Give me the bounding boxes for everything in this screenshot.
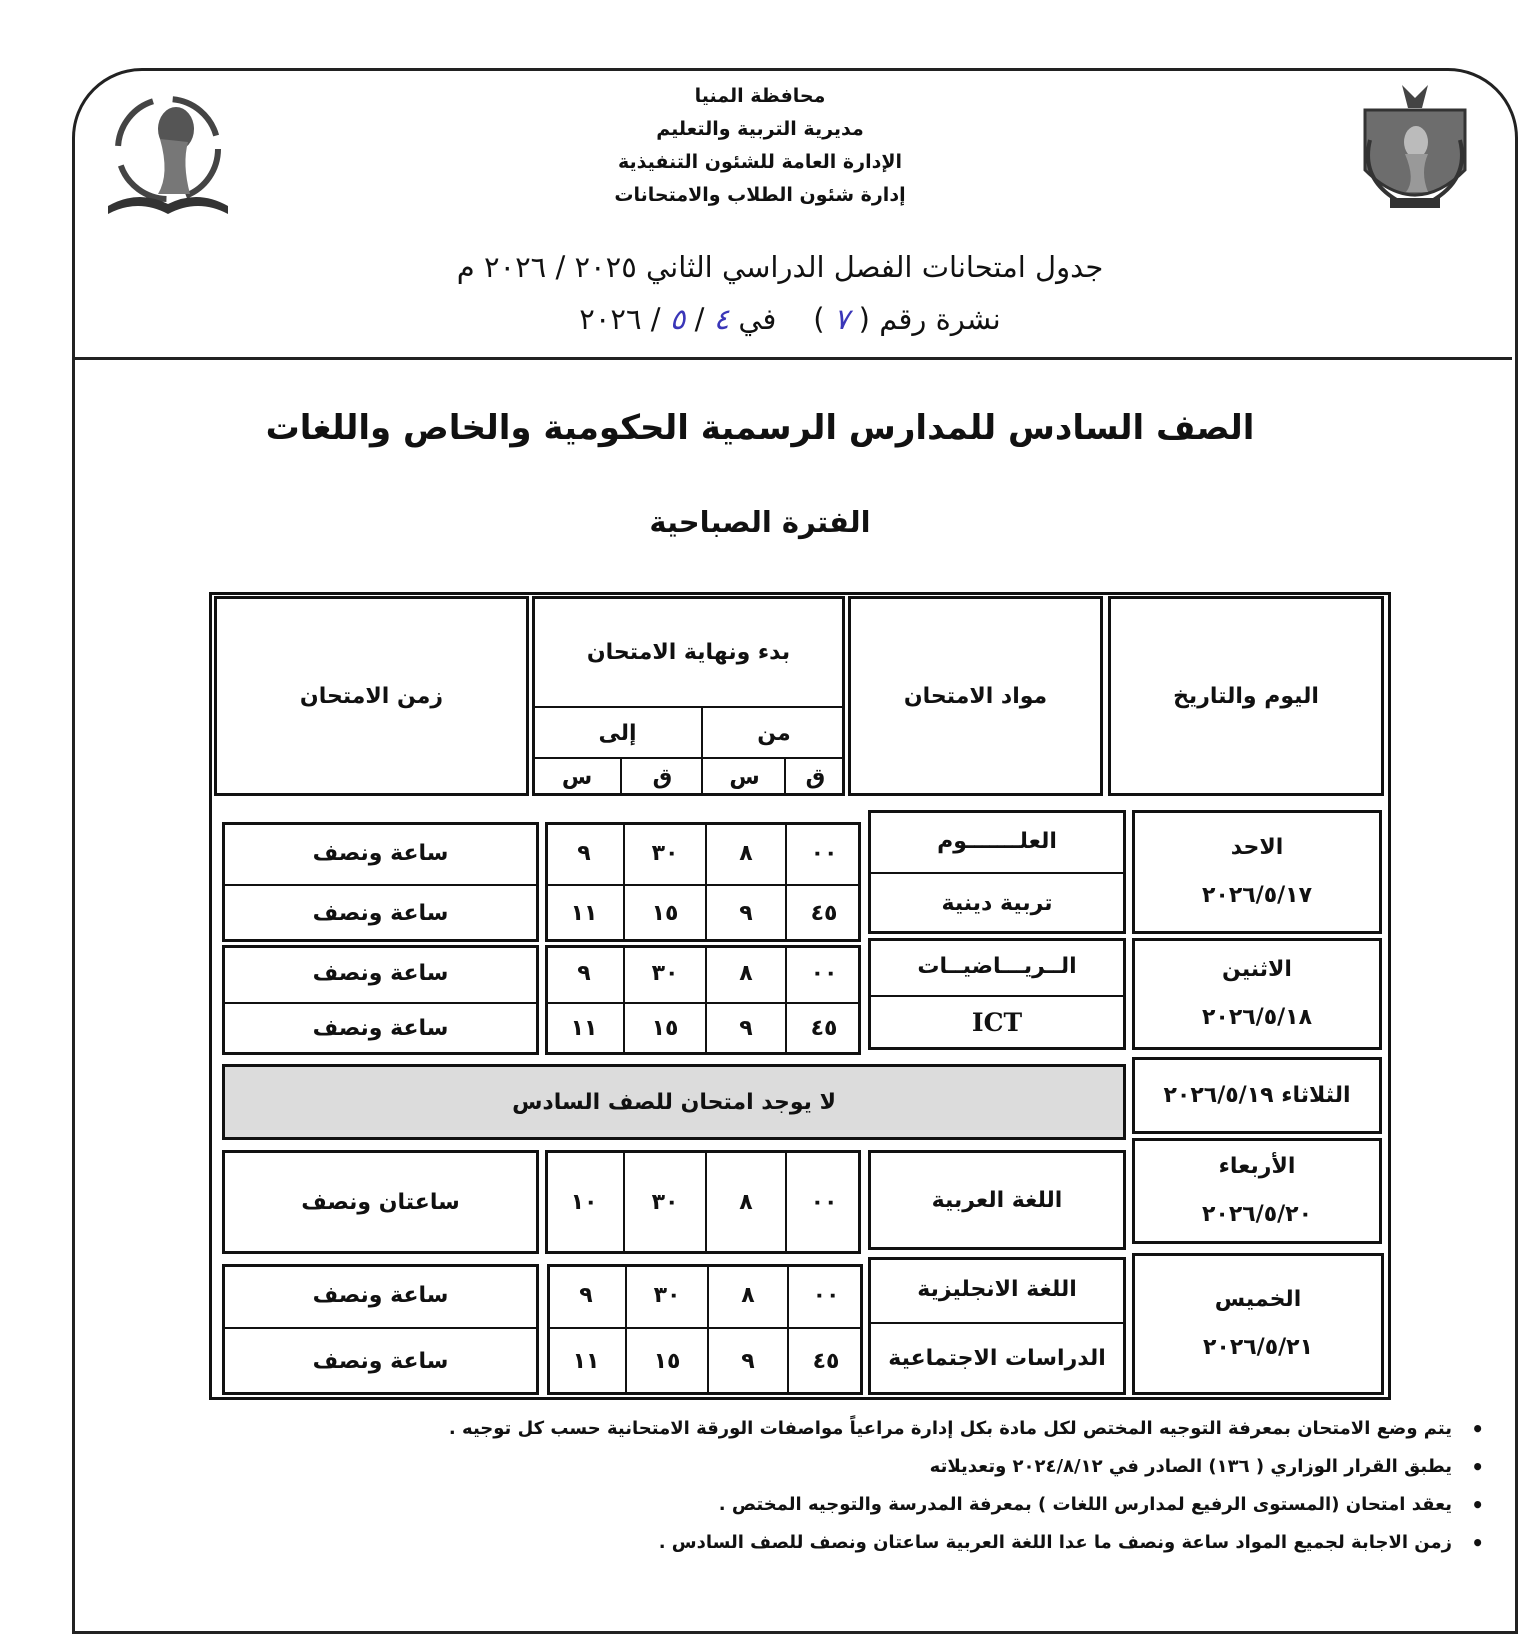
day-cell	[1132, 1138, 1382, 1244]
subject-cell: العلـــــــوم	[937, 828, 1057, 854]
from-hour: ٩	[739, 900, 753, 926]
date-year: ٢٠٢٦	[579, 302, 642, 336]
header-start-end: بدء ونهاية الامتحان	[586, 639, 791, 665]
org-line: مديرية التربية والتعليم	[656, 118, 864, 140]
to-minute: ٣٠	[651, 840, 679, 866]
to-minute: ٣٠	[653, 1283, 681, 1308]
from-hour: ٩	[739, 1016, 753, 1041]
to-minute: ٣٠	[651, 1189, 679, 1215]
note-item: • يتم وضع الامتحان بمعرفة التوجيه المختص لكل مادة بكل إدارة مراعياً مواصفات الورقة الامتحانية حسب كل توجيه .	[170, 1415, 1490, 1443]
bulletin-line: نشرة رقم ( ٧ ) في ٤ / ٥ / ٢٠٢٦	[579, 302, 1001, 336]
note-item: • يعقد امتحان (المستوى الرفيع لمدارس اللغات ) بمعرفة المدرسة والتوجيه المختص .	[170, 1491, 1490, 1519]
org-line: الإدارة العامة للشئون التنفيذية	[617, 151, 903, 173]
from-hour: ٨	[741, 1283, 755, 1308]
subject-cell: اللغة العربية	[931, 1187, 1063, 1213]
to-minute: ١٥	[651, 900, 679, 926]
day-name: الاحد	[1230, 835, 1284, 860]
duration-cell: ساعة ونصف	[312, 840, 449, 866]
from-minute: ٤٥	[812, 1348, 840, 1374]
duration-cell: ساعة ونصف	[312, 900, 449, 926]
note-item: • زمن الاجابة لجميع المواد ساعة ونصف ما عدا اللغة العربية ساعتان ونصف للصف السادس .	[170, 1529, 1490, 1557]
minya-governorate-emblem	[1350, 80, 1480, 220]
day-cell: الثلاثاء ٢٠٢٦/٥/١٩	[1163, 1083, 1351, 1108]
to-hour: ١١	[572, 1348, 600, 1374]
day-date: ٢٠٢٦/٥/١٧	[1201, 883, 1313, 908]
subject-cell: الدراسات الاجتماعية	[888, 1346, 1106, 1371]
bulletin-number: ٧	[833, 302, 850, 336]
organization-header	[560, 80, 960, 212]
to-hour: ١١	[570, 1016, 598, 1041]
day-date: ٢٠٢٦/٥/٢١	[1202, 1335, 1314, 1360]
header-from-minute: ق	[805, 765, 826, 790]
day-name: الخميس	[1214, 1287, 1302, 1312]
header-to-minute: ق	[652, 765, 673, 790]
day-name: الأربعاء	[1218, 1154, 1296, 1179]
date-month: ٥	[669, 302, 686, 336]
to-hour: ١٠	[570, 1189, 598, 1215]
from-minute: ٠٠	[812, 1283, 840, 1308]
subject-cell: تربية دينية	[941, 890, 1053, 916]
header-to: إلى	[598, 721, 637, 746]
duration-cell: ساعتان ونصف	[301, 1189, 460, 1215]
from-minute: ٤٥	[810, 900, 838, 926]
from-hour: ٩	[741, 1348, 755, 1374]
to-hour: ٩	[577, 961, 591, 986]
day-name: الاثنين	[1222, 957, 1292, 982]
from-minute: ٠٠	[810, 840, 838, 866]
to-minute: ٣٠	[651, 961, 679, 986]
header-day-date: اليوم والتاريخ	[1173, 683, 1319, 709]
no-exam-note: لا يوجد امتحان للصف السادس	[512, 1089, 836, 1115]
day-date: ٢٠٢٦/٥/١٨	[1201, 1005, 1313, 1030]
header-subjects: مواد الامتحان	[903, 683, 1048, 709]
header-to-hour: س	[561, 765, 593, 790]
header-divider	[74, 357, 1512, 360]
org-line: محافظة المنيا	[694, 85, 826, 107]
duration-cell: ساعة ونصف	[312, 1283, 449, 1308]
nefertiti-book-logo	[98, 94, 238, 224]
duration-cell: ساعة ونصف	[312, 961, 449, 986]
to-minute: ١٥	[651, 1016, 679, 1041]
from-hour: ٨	[739, 961, 753, 986]
day-cell	[1132, 810, 1382, 934]
duration-cell: ساعة ونصف	[312, 1348, 449, 1374]
from-minute: ٠٠	[810, 961, 838, 986]
to-minute: ١٥	[653, 1348, 681, 1374]
day-cell	[1132, 1253, 1384, 1395]
to-hour: ٩	[579, 1283, 593, 1308]
from-hour: ٨	[739, 840, 753, 866]
to-hour: ٩	[577, 840, 591, 866]
note-item: • يطبق القرار الوزاري ( ١٣٦) الصادر في ٢٠٢٤/٨/١٢ وتعديلاته	[170, 1453, 1490, 1481]
date-day: ٤	[713, 302, 730, 336]
day-cell	[1132, 938, 1382, 1050]
from-minute: ٤٥	[810, 1016, 838, 1041]
day-date: ٢٠٢٦/٥/٢٠	[1201, 1202, 1313, 1227]
from-hour: ٨	[739, 1189, 753, 1215]
header-from-hour: س	[729, 765, 760, 790]
grade-heading: الصف السادس للمدارس الرسمية الحكومية والخاص واللغات	[265, 408, 1255, 448]
bulletin-label: نشرة رقم	[879, 302, 1001, 336]
period-heading: الفترة الصباحية	[649, 505, 871, 539]
to-hour: ١١	[570, 900, 598, 926]
org-line: إدارة شئون الطلاب والامتحانات	[614, 184, 906, 206]
subject-cell: الــريـــاضيــات	[917, 954, 1077, 979]
from-minute: ٠٠	[810, 1189, 838, 1215]
date-prefix: في	[738, 302, 777, 336]
duration-cell: ساعة ونصف	[312, 1016, 449, 1041]
notes-list	[170, 1415, 1490, 1567]
document-title: جدول امتحانات الفصل الدراسي الثاني ٢٠٢٥ / ٢٠٢٦ م	[456, 250, 1104, 284]
header-duration: زمن الامتحان	[299, 683, 444, 709]
header-from: من	[757, 721, 791, 746]
subject-cell: اللغة الانجليزية	[917, 1277, 1077, 1302]
subject-cell: ICT	[971, 1008, 1023, 1037]
